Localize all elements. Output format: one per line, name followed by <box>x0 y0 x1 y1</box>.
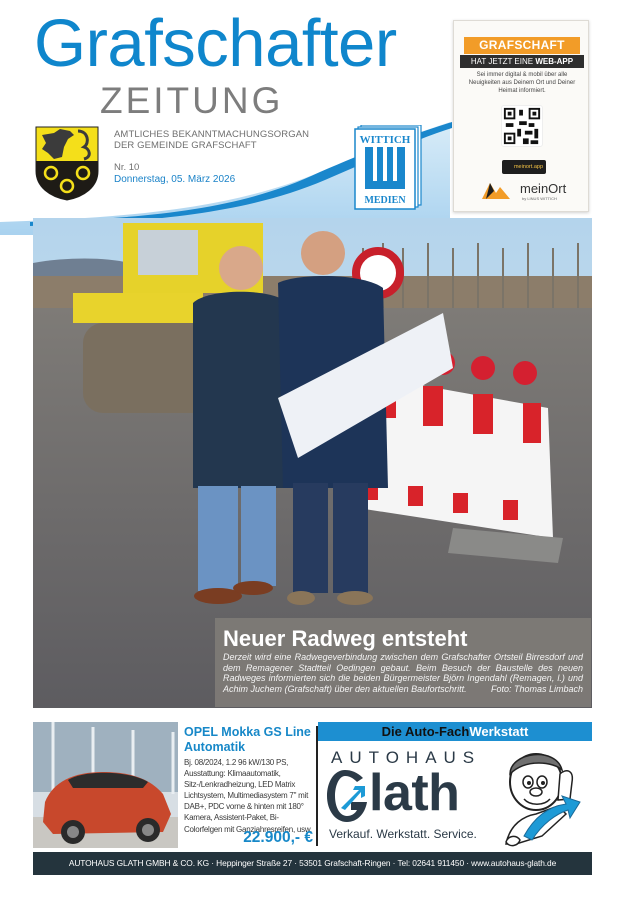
banner-prefix: Die Auto-Fach <box>381 724 470 739</box>
tag-prefix: HAT JETZT EINE <box>470 57 536 66</box>
promo-tagline <box>460 55 584 68</box>
promo-brand: GRAFSCHAFT <box>464 37 580 54</box>
meinort-logo-icon <box>482 179 510 199</box>
car-photo <box>33 722 178 848</box>
car-price: 22.900,- € <box>243 829 313 846</box>
masthead-subtitle: ZEITUNG <box>100 80 284 121</box>
promo-text: Sei immer digital & mobil über alle Neuigkeiten aus Deinem Ort und Deiner Heimat informiert. <box>468 72 576 94</box>
cover-headline: Neuer Radweg entsteht <box>223 626 468 651</box>
dealer-name: lath <box>369 764 460 822</box>
glath-g-logo-icon <box>325 768 369 824</box>
coat-of-arms-icon <box>34 125 100 201</box>
ad-footer-contact: AUTOHAUS GLATH GMBH & CO. KG · Heppinger Straße 27 · 53501 Grafschaft-Ringen · Tel: 02641 911450 · www.autohaus-glath.de <box>33 852 592 875</box>
svg-text:MEDIEN: MEDIEN <box>364 195 406 206</box>
photo-credit: Foto: Thomas Limbach <box>490 683 583 694</box>
cover-body: Derzeit wird eine Radwegeverbindung zwischen dem Grafschafter Ortsteil Birresdorf und dem Remagener Stadtteil Oedingen gebaut. Beim Besuch der Baustelle des neuen Radweges informierten sich die beiden Bürgermeister Björn Ingendahl (Remagen, l.) und Achim Juchem (Grafschaft) über den aktuellen Baufortschritt. <box>223 652 583 694</box>
qr-code-icon[interactable] <box>501 105 543 147</box>
dealer-label: AUTOHAUS <box>331 748 482 767</box>
cover-text <box>223 652 583 694</box>
autohaus-advertisement[interactable] <box>33 722 592 875</box>
car-title: OPEL Mokka GS Line Automatik <box>184 725 311 754</box>
masthead-title: Grafschafter <box>34 6 397 81</box>
wittich-medien-logo <box>353 125 423 210</box>
mechanic-mascot-icon <box>496 744 586 849</box>
meinort-byline: by LINUS WITTICH <box>522 196 557 201</box>
official-gazette-label <box>114 129 309 151</box>
svg-text:WITTICH: WITTICH <box>359 134 411 146</box>
banner-suffix: Werkstatt <box>469 724 529 739</box>
organ-line-1: AMTLICHES BEKANNTMACHUNGSORGAN <box>114 129 310 140</box>
issue-number: Nr. 10 <box>114 162 140 173</box>
ad-divider <box>316 726 318 846</box>
webapp-url-badge[interactable]: meinort.app <box>502 160 546 174</box>
webapp-promo-card[interactable] <box>453 20 589 212</box>
issue-date: Donnerstag, 05. März 2026 <box>114 174 236 185</box>
cover-story-caption <box>215 618 591 707</box>
organ-line-2: DER GEMEINDE GRAFSCHAFT <box>114 140 257 151</box>
tag-emphasis: WEB-APP <box>535 57 574 66</box>
ad-banner <box>318 722 592 741</box>
dealer-slogan: Verkauf. Werkstatt. Service. <box>329 827 477 841</box>
car-description: Bj. 08/2024, 1.2 96 kW/130 PS, Ausstattung: Klimaautomatik, Sitz-/Lenkradheizung, LED Matrix Lichtsystem, Multimediasystem 7" mit DAB+, PDC vorne & hinten mit 180° Kamera, Assistent-Paket, Bi-Colorfelgen mit Ganzjahresreifen, usw. <box>184 758 312 834</box>
meinort-app-name: meinOrt <box>520 181 567 196</box>
